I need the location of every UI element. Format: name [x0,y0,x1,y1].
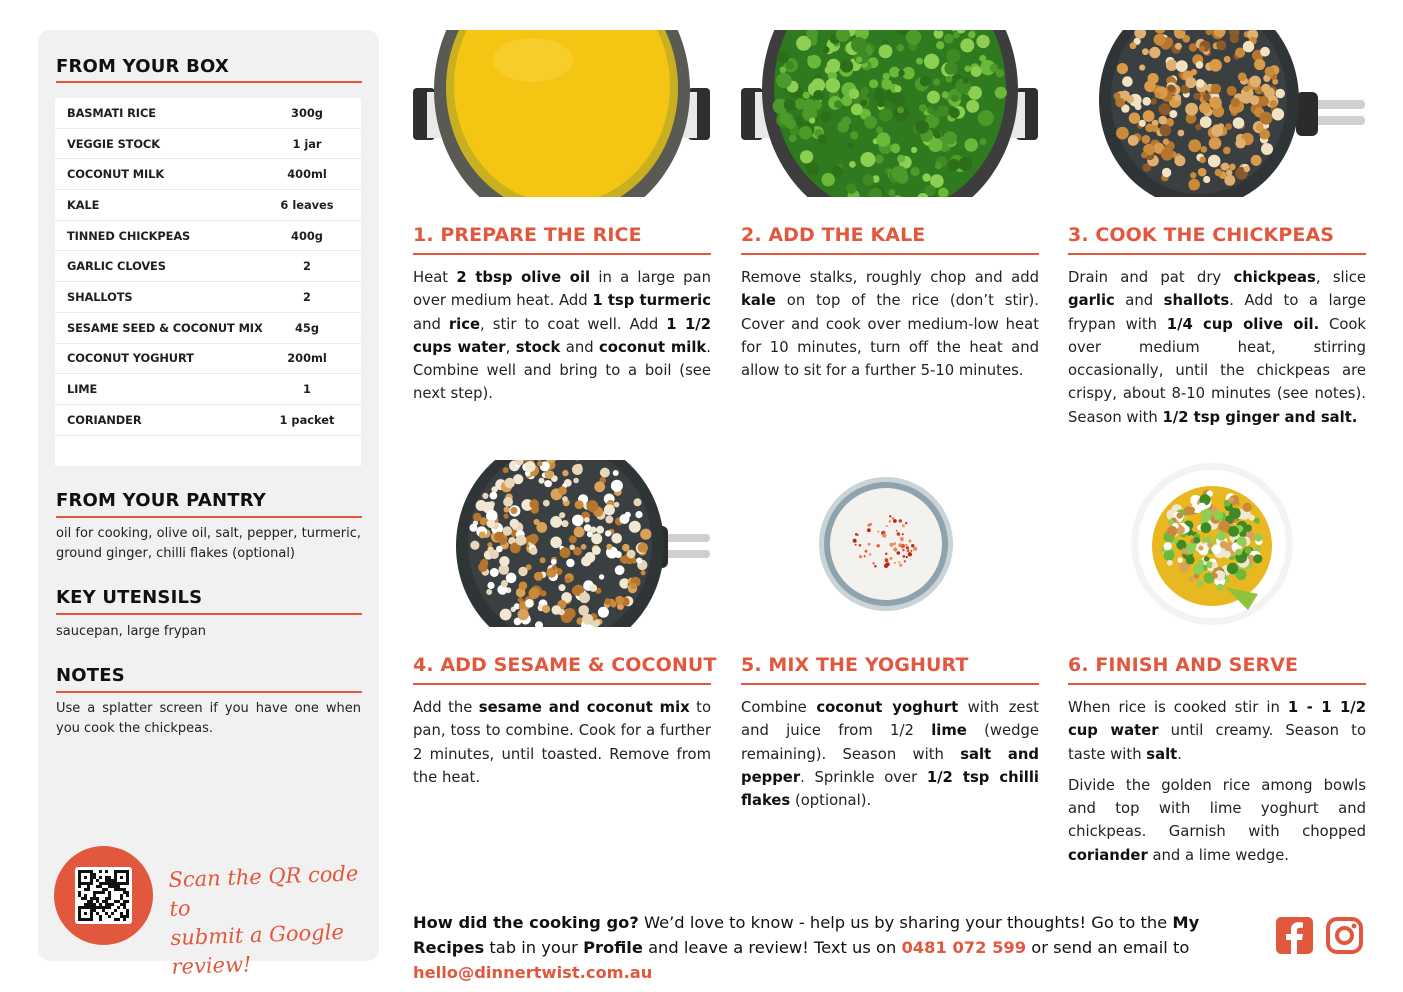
ingredient-name: KALE [67,197,100,212]
ingredient-name: TINNED CHICKPEAS [67,228,191,243]
ingredient-qty: 1 [303,382,311,397]
step-1-photo [413,30,710,197]
ingredient-row [55,282,361,313]
instruction-text: Combine [741,699,817,716]
ingredient-qty: 2 [303,289,311,304]
sidebar [38,30,379,979]
instruction-text: and a lime wedge. [1147,846,1290,864]
footer-question: How did the cooking go? [413,913,639,932]
ingredient-row [55,344,361,375]
pantry-heading: FROM YOUR PANTRY [56,490,266,511]
ingredient-name: BASMATI RICE [67,105,156,120]
ingredient-highlight: lime [931,722,967,740]
step-3-instructions [1068,266,1366,429]
step-6-instructions [1068,696,1366,766]
instruction-text: and [560,338,600,356]
ingredient-row [55,374,361,405]
instruction-text: and [1114,292,1164,310]
ingredient-highlight: coconut yoghurt [816,699,959,716]
ingredient-highlight: sesame and coconut mix [478,699,690,716]
step-2-photo [741,30,1038,197]
ingredient-highlight: rice [448,315,481,333]
step-4-instructions [413,696,711,789]
instruction-text: (wedge remaining). Season with [741,722,1039,763]
feedback-footer [413,910,1263,985]
ingredient-qty: 45g [294,320,319,335]
ingredient-row [55,313,361,344]
step-5-title: 5. MIX THE YOGHURT [741,654,969,676]
divider [56,516,362,518]
instruction-text: When rice is cooked stir in [1068,699,1288,716]
step-4-title: 4. ADD SESAME & COCONUT [413,654,717,676]
ingredient-name: COCONUT MILK [67,167,165,182]
ingredient-name: COCONUT YOGHURT [67,351,194,366]
phone-link[interactable]: 0481 072 599 [901,938,1027,957]
ingredient-highlight: coriander [1068,846,1148,864]
ingredient-highlight: garlic [1068,292,1115,310]
utensils-heading: KEY UTENSILS [56,587,203,608]
instruction-text: on top of the rice (don’t stir). Cover and cook over medium-low heat for 10 minutes, turn off the heat and allow to sit for a further 5-10 minutes. [741,292,1039,380]
divider [413,253,711,255]
ingredient-qty: 400ml [287,167,327,182]
instruction-text: to pan, toss to combine. Cook for a further 2 minutes, until toasted. Remove from the heat. [413,699,711,786]
instruction-text: , [505,338,516,356]
ingredient-highlight: 1/4 cup olive oil. [1166,315,1320,333]
qr-badge[interactable] [54,846,153,945]
ingredient-highlight: salt [1146,745,1178,763]
divider [56,81,362,83]
ingredient-row [55,129,361,160]
step-2-title: 2. ADD THE KALE [741,224,926,246]
divider [413,683,711,685]
divider [1068,253,1366,255]
instruction-text: . Sprinkle over [800,768,927,786]
step-2-instructions [741,266,1039,382]
instruction-text: Heat [413,269,457,286]
pantry-text: oil for cooking, olive oil, salt, pepper, turmeric, ground ginger, chilli flakes (optional) [56,526,361,561]
ingredient-qty: 200ml [287,351,327,366]
ingredient-row [55,405,361,436]
ingredient-qty: 1 packet [279,412,335,427]
ingredient-highlight: 2 tbsp olive oil [456,269,591,286]
footer-text: or send an email to [1026,938,1190,957]
ingredient-name: LIME [67,382,98,397]
footer-text: We’d love to know - help us by sharing your thoughts! Go to the [638,913,1173,932]
scan-line-2: submit a Google review! [170,919,345,979]
divider [741,253,1039,255]
my-recipes-link[interactable]: My Recipes [413,913,1200,957]
ingredient-qty: 400g [291,228,323,243]
instruction-text: (optional). [790,792,872,810]
instruction-text: Divide the golden rice among bowls and top with lime yoghurt and chickpeas. Garnish with chopped [1068,776,1366,841]
step-4-photo [456,460,710,627]
ingredient-name: SHALLOTS [67,289,133,304]
divider [1068,683,1366,685]
divider [56,613,362,615]
instruction-text: Add the [413,699,479,716]
instruction-text: with zest and juice from 1/2 [741,699,1039,740]
instruction-text: . Add to a large frypan with [1068,292,1366,333]
ingredient-name: SESAME SEED & COCONUT MIX [67,320,263,335]
ingredient-row [55,190,361,221]
step-6-photo [1130,462,1294,626]
instruction-text: Remove stalks, roughly chop and add [741,269,1039,286]
instruction-text: Cook over medium heat, stirring occasionally, until the chickpeas are crispy, about 8-10 minutes (see notes). Season with [1068,315,1366,426]
ingredient-name: VEGGIE STOCK [67,136,160,151]
box-heading: FROM YOUR BOX [56,56,229,77]
ingredient-qty: 300g [291,105,323,120]
step-5-photo [818,476,955,613]
utensils-text: saucepan, large frypan [56,624,206,639]
step-6-instructions [1068,774,1366,867]
instruction-text: , stir to coat well. Add [480,315,667,333]
footer-text: and leave a review! Text us on [642,938,902,957]
step-3-photo [1068,30,1365,197]
ingredient-highlight: shallots [1163,292,1230,310]
ingredient-highlight: 1 tsp turmeric [592,292,711,310]
facebook-icon[interactable] [1276,917,1313,954]
instruction-text: and [413,315,449,333]
notes-heading: NOTES [56,665,125,686]
instruction-text: Drain and pat dry [1068,269,1234,286]
ingredient-highlight: 1 - 1 1/2 cup water [1068,699,1366,740]
step-1-instructions [413,266,711,406]
step-3-title: 3. COOK THE CHICKPEAS [1068,224,1335,246]
scan-line-1: Scan the QR code to [168,861,359,921]
instruction-text: . [1177,745,1182,763]
ingredient-highlight: 1 1/2 cups water [413,315,711,356]
ingredient-qty: 6 leaves [280,197,334,212]
ingredient-name: CORIANDER [67,412,142,427]
ingredient-highlight: 1/2 tsp ginger and salt. [1162,408,1358,426]
ingredient-name: GARLIC CLOVES [67,259,166,274]
ingredient-qty: 1 jar [292,136,322,151]
divider [56,691,362,693]
ingredient-row [55,221,361,252]
email-link[interactable]: hello@dinnertwist.com.au [413,963,653,982]
ingredient-highlight: chickpeas [1233,269,1316,286]
ingredient-highlight: stock [515,338,561,356]
ingredient-highlight: kale [741,292,776,310]
step-6-title: 6. FINISH AND SERVE [1068,654,1299,676]
ingredient-highlight: coconut milk [599,338,707,356]
instruction-text: until creamy. Season to taste with [1068,722,1366,763]
step-1-title: 1. PREPARE THE RICE [413,224,642,246]
instruction-text: , slice [1315,269,1366,286]
ingredient-table [55,98,361,466]
ingredient-row [55,159,361,190]
step-5-instructions [741,696,1039,812]
ingredient-row [55,251,361,282]
ingredient-highlight: 1/2 tsp chilli flakes [741,768,1039,810]
qr-code-icon[interactable] [75,867,132,924]
instruction-text: in a large pan over medium heat. Add [413,269,711,310]
ingredient-highlight: salt and pepper [741,745,1040,786]
instagram-icon[interactable] [1326,917,1363,954]
ingredient-row [55,98,361,129]
notes-text: Use a splatter screen if you have one when you cook the chickpeas. [56,701,361,736]
divider [741,683,1039,685]
scan-prompt [168,859,383,982]
instruction-text: . Combine well and bring to a boil (see next step). [413,338,711,403]
ingredient-qty: 2 [303,259,311,274]
profile-link[interactable]: Profile [583,938,643,957]
footer-text: tab in your [484,938,584,957]
